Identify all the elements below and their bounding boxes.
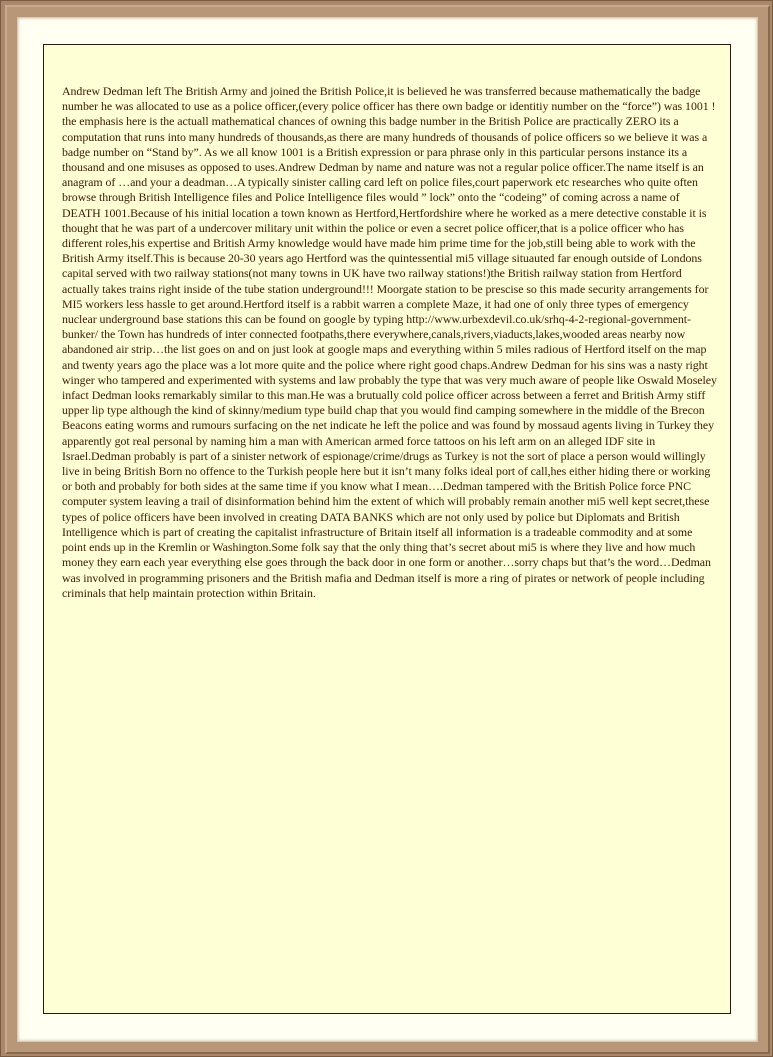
document-page xyxy=(43,44,731,1014)
article-body: Andrew Dedman left The British Army and joined the British Police,it is believed he was transferred because mathematically the badge number he was allocated to use as a police officer,(every police officer has there own badge or identitiy number on the “force”) was 1001 ! the emphasis here is the actuall mathematical chances of owning this badge number in the British Police are practically ZERO its a computation that runs into many hundreds of thousands,as there are many hundreds of thousands of police officers so we believe it was a badge number on “Stand by”. As we all know 1001 is a British expression or para phrase only in this particular persons instance its a thousand and one misuses as opposed to uses.Andrew Dedman by name and nature was not a regular police officer.The name itself is an anagram of …and your a deadman…A typically sinister calling card left on police files,court paperwork etc researches who quite often browse through British Intelligence files and Police Intelligence files would ” lock” onto the “codeing” of coming across a name of DEATH 1001.Because of his initial location a town known as Hertford,Hertfordshire where he worked as a mere detective constable it is thought that he was part of a undercover military unit within the police or even a secret police officer,that is a police officer who has different roles,his expertise and British Army knowledge would have made him prime time for the job,still being able to work with the British Army itself.This is because 20-30 years ago Hertford was the quintessential mi5 village situauted far enough outside of Londons capital served with two railway stations(not many towns in UK have two railway stations!)the British railway station from Hertford actually takes trains right inside of the tube station underground!!! Moorgate station to be prescise so this made security arrangements for MI5 workers less hassle to get around.Hertford itself is a rabbit warren a complete Maze, it had one of only three types of emergency nuclear underground base stations this can be found on google by typing http://www.urbexdevil.co.uk/srhq-4-2-regional-government-bunker/ the Town has hundreds of inter connected footpaths,there everywhere,canals,rivers,viaducts,lakes,wooded areas nearby now abandoned air strip…the list goes on and on just look at google maps and everything within 5 miles radious of Hertford itself on the map and twenty years ago the place was a lot more quite and the police where right good chaps.Andrew Dedman for his sins was a nasty right winger who tampered and experimented with systems and law probably the type that was very much aware of people like Oswald Moseley infact Dedman looks remarkably similar to this man.He was a brutually cold police officer across between a ferret and British Army stiff upper lip type although the kind of skinny/medium type build chap that you would find camping somewhere in the middle of the Brecon Beacons eating worms and rumours surfacing on the net indicate he left the police and was found by mossaud agents living in Turkey they apparently got real personal by naming him a man with American armed force tattoos on his left arm on an alleged IDF site in Israel.Dedman probably is part of a sinister network of espionage/crime/drugs as Turkey is not the sort of place a person would willingly live in being British Born no offence to the Turkish people here but it isn’t many folks ideal port of call,hes either hiding there or working or both and probably for both sides at the same time if you know what I mean….Dedman tampered with the British Police force PNC computer system leaving a trail of disinformation behind him the extent of which will probably remain another mi5 well kept secret,these types of police officers have been involved in creating DATA BANKS which are not only used by police but Diplomats and British Intelligence which is part of creating the capitalist infrastructure of Britain itself all information is a tradeable commodity and at some point ends up in the Kremlin or Washington.Some folk say that the only thing that’s secret about mi5 is where they live and how much money they earn each year everything else goes through the back door in one form or another…sorry chaps but that’s the word…Dedman was involved in programming prisoners and the British mafia and Dedman itself is more a ring of pirates or network of people including criminals that help maintain protection within Britain. xyxy=(62,84,717,600)
